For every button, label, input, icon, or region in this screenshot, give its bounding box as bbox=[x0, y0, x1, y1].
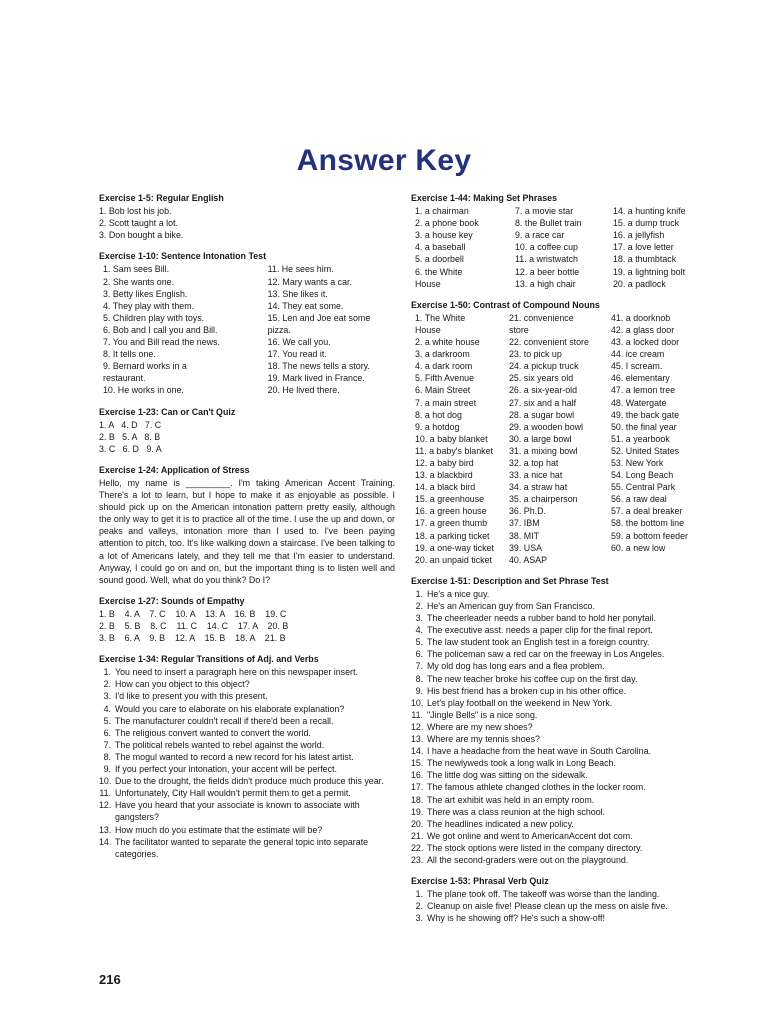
exercise-heading: Exercise 1-24: Application of Stress bbox=[99, 464, 250, 475]
item-number: 1. bbox=[415, 889, 423, 900]
item-number: 2. bbox=[103, 679, 111, 690]
list-item: 14. a hunting knife bbox=[613, 206, 686, 217]
paragraph: Hello, my name is _________. I'm taking American Accent Training. There's a lot to learn, but I hope to make it as enjoyable as possible. I should pick up on the American intonation pattern pretty easily, although the only way to get it is to practice all of the time. I use the up and down, or peaks and valleys, intonation more than I used to. I've been paying attention to pitch, too. It's like walking down a staircase. I've been talking to a lot of Americans lately, and they tell me that I'm easier to understand. Anyway, I could go on and on, but the important thing is to listen well and sound good. Well, what do you think? Do I? bbox=[99, 477, 395, 585]
item-text: Where are my new shoes? bbox=[427, 721, 533, 732]
exercise-1-51 bbox=[411, 575, 711, 866]
item-number: 18. bbox=[411, 794, 424, 805]
answer-grid bbox=[99, 608, 395, 644]
item-number: 11. bbox=[411, 709, 423, 720]
item-text: Why is he showing off? He's such a show-off! bbox=[427, 913, 605, 924]
item-text: My old dog has long ears and a flea problem. bbox=[427, 661, 605, 672]
numbered-list bbox=[99, 666, 395, 860]
item-number: 20. bbox=[411, 818, 424, 829]
exercise-heading: Exercise 1-34: Regular Transitions of Adj. and Verbs bbox=[99, 654, 319, 665]
item-number: 13. bbox=[99, 824, 112, 835]
list-item bbox=[99, 824, 395, 836]
exercise-1-44 bbox=[411, 192, 711, 290]
list-item: 38. MIT bbox=[509, 530, 540, 541]
list-item: 47. a lemon tree bbox=[611, 385, 676, 396]
list-item: 2. She wants one. bbox=[103, 276, 175, 287]
list-item: 12. a beer bottle bbox=[515, 266, 580, 277]
exercise-1-27 bbox=[99, 595, 395, 644]
item-text: He's an American guy from San Francisco. bbox=[427, 601, 595, 611]
item-text: Due to the drought, the fields didn't produce much produce this year. bbox=[115, 776, 384, 787]
list-item: 5. a doorbell bbox=[415, 254, 464, 265]
list-item bbox=[99, 715, 395, 727]
list-item: 1. A 4. D 7. C bbox=[99, 419, 162, 430]
list-item: 2. B 5. A 8. B bbox=[99, 431, 161, 442]
list-item bbox=[411, 769, 711, 781]
item-text: You need to insert a paragraph here on this newspaper insert. bbox=[115, 667, 358, 678]
list-item bbox=[411, 709, 711, 721]
list-item: 3. a house key bbox=[415, 230, 473, 241]
list-item bbox=[99, 678, 395, 690]
item-number: 6. bbox=[103, 727, 111, 738]
page-number: 216 bbox=[99, 972, 121, 987]
item-text: The law student took an English test in a foreign country. bbox=[427, 637, 650, 648]
list-item: 3. a darkroom bbox=[415, 349, 470, 360]
item-number: 21. bbox=[411, 830, 424, 841]
list-item bbox=[411, 648, 711, 660]
list-item: 43. a locked door bbox=[611, 337, 680, 348]
item-text: His best friend has a broken cup in his other office. bbox=[427, 685, 627, 696]
list-col-1 bbox=[411, 312, 509, 566]
item-number: 8. bbox=[103, 751, 111, 762]
list-item: 1. Sam sees Bill. bbox=[103, 264, 170, 275]
exercise-heading: Exercise 1-10: Sentence Intonation Test bbox=[99, 251, 267, 262]
list-item: 8. a hot dog bbox=[415, 409, 462, 420]
list-col-1 bbox=[411, 205, 515, 290]
list-item: 37. IBM bbox=[509, 518, 540, 529]
list-item: 41. a doorknob bbox=[611, 312, 671, 323]
answer-grid bbox=[99, 419, 395, 455]
list-item: 35. a chairperson bbox=[509, 494, 578, 505]
list-item: 18. a thumbtack bbox=[613, 254, 677, 265]
list-item: 16. a jellyfish bbox=[613, 230, 665, 241]
list-item bbox=[411, 624, 711, 636]
item-number: 4. bbox=[103, 703, 111, 714]
list-item: 3. C 6. D 9. A bbox=[99, 443, 162, 454]
item-number: 9. bbox=[415, 685, 423, 696]
list-item: 10. a baby blanket bbox=[415, 433, 488, 444]
item-text: The little dog was sitting on the sidewalk. bbox=[427, 770, 588, 781]
list-item bbox=[99, 690, 395, 702]
list-item: 22. convenient store bbox=[509, 337, 589, 348]
item-text: The manufacturer couldn't recall if there'd been a recall. bbox=[115, 715, 334, 726]
item-number: 5. bbox=[415, 637, 423, 648]
item-text: Let's play football on the weekend in New York. bbox=[427, 697, 613, 708]
list-item bbox=[411, 636, 711, 648]
list-item: 13. She likes it. bbox=[267, 288, 328, 299]
item-text: The stock options were listed in the company directory. bbox=[427, 842, 643, 853]
list-item: 11. a wristwatch bbox=[515, 254, 578, 265]
list-item: 9. a race car bbox=[515, 230, 565, 241]
item-text: How can you object to this object? bbox=[115, 679, 250, 690]
item-number: 7. bbox=[415, 661, 423, 672]
list-item: 1. Bob lost his job. bbox=[99, 206, 172, 217]
exercise-heading: Exercise 1-53: Phrasal Verb Quiz bbox=[411, 876, 549, 887]
item-number: 6. bbox=[415, 649, 423, 660]
list-item: 2. a white house bbox=[415, 337, 480, 348]
page-title: Answer Key bbox=[296, 144, 472, 177]
list-item: 19. a lightning bolt bbox=[613, 266, 686, 277]
item-number: 14. bbox=[99, 836, 112, 847]
list-item: House bbox=[415, 324, 441, 335]
list-item: 14. They eat some. bbox=[267, 300, 344, 311]
list-item: 2. a phone book bbox=[415, 218, 479, 229]
list-item: House bbox=[415, 278, 441, 289]
list-item: 17. a green thumb bbox=[415, 518, 488, 529]
list-item: 16. a green house bbox=[415, 506, 487, 517]
list-item: 1. a chairman bbox=[415, 206, 469, 217]
item-number: 14. bbox=[411, 746, 424, 757]
list-item: 39. USA bbox=[509, 542, 543, 553]
exercise-1-34 bbox=[99, 653, 395, 860]
list-item bbox=[411, 842, 711, 854]
list-item: 20. an unpaid ticket bbox=[415, 554, 492, 565]
item-number: 4. bbox=[415, 625, 423, 636]
exercise-1-50 bbox=[411, 299, 711, 566]
item-number: 3. bbox=[103, 691, 111, 702]
list-item: 4. They play with them. bbox=[103, 300, 195, 311]
item-text: Where are my tennis shoes? bbox=[427, 734, 540, 745]
list-item bbox=[411, 757, 711, 769]
item-number: 23. bbox=[411, 854, 424, 865]
list-item: 45. I scream. bbox=[611, 361, 663, 372]
list-item: store bbox=[509, 324, 529, 335]
list-item: 21. convenience bbox=[509, 312, 574, 323]
list-item: 60. a new low bbox=[611, 542, 666, 553]
list-item bbox=[99, 799, 395, 823]
list-item: 7. You and Bill read the news. bbox=[103, 337, 220, 348]
list-item bbox=[411, 912, 711, 924]
list-item: 48. Watergate bbox=[611, 397, 667, 408]
list-item: 5. Fifth Avenue bbox=[415, 373, 475, 384]
list-item: 59. a bottom feeder bbox=[611, 530, 688, 541]
list-item: 9. Bernard works in a bbox=[103, 361, 187, 372]
list-item: 51. a yearbook bbox=[611, 433, 670, 444]
list-item: 12. Mary wants a car. bbox=[267, 276, 352, 287]
list-item: 40. ASAP bbox=[509, 554, 547, 565]
list-item bbox=[411, 673, 711, 685]
list-item: 23. to pick up bbox=[509, 349, 562, 360]
list-item: 12. a baby bird bbox=[415, 457, 474, 468]
list-item: 19. Mark lived in France. bbox=[267, 373, 365, 384]
item-number: 13. bbox=[411, 734, 424, 745]
list-item: 27. six and a half bbox=[509, 397, 577, 408]
exercise-1-23 bbox=[99, 406, 395, 455]
list-item: 46. elementary bbox=[611, 373, 670, 384]
item-text: The political rebels wanted to rebel against the world. bbox=[115, 739, 325, 750]
list-item bbox=[99, 666, 395, 678]
item-number: 15. bbox=[411, 758, 424, 769]
list-item: 53. New York bbox=[611, 457, 664, 468]
item-number: 19. bbox=[411, 806, 424, 817]
numbered-list bbox=[411, 888, 711, 924]
exercise-heading: Exercise 1-27: Sounds of Empathy bbox=[99, 595, 245, 606]
item-text: How much do you estimate that the estimate will be? bbox=[115, 824, 323, 835]
item-text: The policeman saw a red car on the freeway in Los Angeles. bbox=[427, 649, 665, 660]
list-item: 58. the bottom line bbox=[611, 518, 685, 529]
list-item: 52. United States bbox=[611, 445, 680, 456]
item-number: 12. bbox=[99, 800, 112, 811]
item-number: 8. bbox=[415, 673, 423, 684]
item-text: The facilitator wanted to separate the general topic into separate categories. bbox=[115, 836, 369, 859]
item-number: 7. bbox=[103, 739, 111, 750]
list-item bbox=[411, 745, 711, 757]
item-number: 3. bbox=[415, 613, 423, 624]
list-item bbox=[411, 818, 711, 830]
list-item: 13. a high chair bbox=[515, 278, 576, 289]
two-col-list bbox=[99, 263, 395, 396]
item-text: The executive asst. needs a paper clip for the final report. bbox=[427, 625, 653, 636]
list-item: 6. the White bbox=[415, 266, 463, 277]
list-right bbox=[268, 263, 395, 396]
item-number: 22. bbox=[411, 842, 424, 853]
three-col-list bbox=[411, 205, 711, 290]
list-item: 6. Main Street bbox=[415, 385, 471, 396]
right-column bbox=[411, 192, 711, 933]
item-text: The plane took off. The takeoff was worse than the landing. bbox=[427, 889, 660, 900]
list-left bbox=[99, 263, 268, 396]
list-item: 26. a six-year-old bbox=[509, 385, 578, 396]
list-item: 5. Children play with toys. bbox=[103, 312, 205, 323]
exercise-1-10 bbox=[99, 250, 395, 396]
list-item: restaurant. bbox=[103, 373, 146, 384]
item-number: 3. bbox=[415, 913, 423, 924]
list-item: 18. a parking ticket bbox=[415, 530, 490, 541]
exercise-1-24 bbox=[99, 464, 395, 586]
list-item: 28. a sugar bowl bbox=[509, 409, 575, 420]
left-column bbox=[99, 192, 395, 869]
list-item: 8. It tells one. bbox=[103, 349, 156, 360]
list-item: 31. a mixing bowl bbox=[509, 445, 578, 456]
item-text: Have you heard that your associate is known to associate with gangsters? bbox=[115, 800, 360, 823]
list-item: 19. a one-way ticket bbox=[415, 542, 494, 553]
exercise-heading: Exercise 1-5: Regular English bbox=[99, 193, 224, 203]
list-item: 11. a baby's blanket bbox=[415, 445, 494, 456]
item-text: He's a nice guy. bbox=[427, 588, 490, 599]
list-item bbox=[411, 854, 711, 866]
list-item: 7. a movie star bbox=[515, 206, 574, 217]
list-item bbox=[411, 721, 711, 733]
list-col-2 bbox=[515, 205, 613, 290]
list-item: 30. a large bowl bbox=[509, 433, 572, 444]
item-number: 5. bbox=[103, 715, 111, 726]
list-item bbox=[411, 900, 711, 912]
list-item: 34. a straw hat bbox=[509, 482, 568, 493]
list-item bbox=[411, 660, 711, 672]
list-item: 25. six years old bbox=[509, 373, 574, 384]
list-item bbox=[411, 697, 711, 709]
list-item: 9. a hotdog bbox=[415, 421, 460, 432]
three-col-list bbox=[411, 312, 711, 566]
list-item: 29. a wooden bowl bbox=[509, 421, 584, 432]
list-item bbox=[411, 733, 711, 745]
item-text: Unfortunately, City Hall wouldn't permit them to get a permit. bbox=[115, 788, 351, 799]
exercise-heading: Exercise 1-23: Can or Can't Quiz bbox=[99, 406, 236, 417]
item-number: 1. bbox=[103, 667, 111, 678]
list-item bbox=[99, 787, 395, 799]
list-item: 56. a raw deal bbox=[611, 494, 667, 505]
list-item: 10. a coffee cup bbox=[515, 242, 578, 253]
numbered-list bbox=[411, 588, 711, 866]
list-item bbox=[99, 836, 395, 860]
list-item: 3. Don bought a bike. bbox=[99, 230, 184, 241]
list-item: 14. a black bird bbox=[415, 482, 476, 493]
list-item: pizza. bbox=[267, 324, 291, 335]
list-item: 11. He sees him. bbox=[267, 264, 334, 275]
list-item bbox=[99, 775, 395, 787]
item-text: The newlyweds took a long walk in Long Beach. bbox=[427, 758, 616, 769]
list-item: 7. a main street bbox=[415, 397, 477, 408]
list-item: 4. a dark room bbox=[415, 361, 473, 372]
item-text: The mogul wanted to record a new record for his latest artist. bbox=[115, 751, 354, 762]
item-text: I have a headache from the heat wave in South Carolina. bbox=[427, 746, 651, 757]
list-item: 1. The White bbox=[415, 312, 466, 323]
item-text: We got online and went to AmericanAccent dot com. bbox=[427, 830, 633, 841]
item-text: Would you care to elaborate on his elaborate explanation? bbox=[115, 703, 345, 714]
item-number: 16. bbox=[411, 770, 424, 781]
item-text: The headlines indicated a new policy. bbox=[427, 818, 574, 829]
item-text: The art exhibit was held in an empty room. bbox=[427, 794, 595, 805]
list-item: 49. the back gate bbox=[611, 409, 680, 420]
list-col-2 bbox=[509, 312, 611, 566]
exercise-heading: Exercise 1-51: Description and Set Phrase Test bbox=[411, 575, 609, 586]
exercise-1-53 bbox=[411, 875, 711, 924]
list-item: 55. Central Park bbox=[611, 482, 676, 493]
item-text: Cleanup on aisle five! Please clean up the mess on aisle five. bbox=[427, 901, 668, 912]
list-item bbox=[99, 727, 395, 739]
list-item: 13. a blackbird bbox=[415, 470, 473, 481]
list-item: 42. a glass door bbox=[611, 324, 675, 335]
list-item: 2. Scott taught a lot. bbox=[99, 218, 178, 229]
list-item bbox=[411, 794, 711, 806]
list-item bbox=[99, 739, 395, 751]
list-item bbox=[411, 888, 711, 900]
item-text: The new teacher broke his coffee cup on the first day. bbox=[427, 673, 638, 684]
list-item: 3. B 6. A 9. B 12. A 15. B 18. A 21. B bbox=[99, 633, 286, 644]
list-item bbox=[411, 612, 711, 624]
list bbox=[99, 205, 395, 241]
list-item bbox=[411, 600, 711, 612]
item-text: The cheerleader needs a rubber band to hold her ponytail. bbox=[427, 613, 656, 624]
list-item: 20. He lived there. bbox=[267, 385, 340, 396]
item-number: 9. bbox=[103, 764, 111, 775]
item-number: 1. bbox=[415, 588, 423, 599]
list-item: 15. Len and Joe eat some bbox=[267, 312, 371, 323]
list-col-3 bbox=[611, 312, 711, 566]
list-col-3 bbox=[613, 205, 711, 290]
list-item bbox=[411, 685, 711, 697]
list-item: 44. ice cream bbox=[611, 349, 665, 360]
item-text: If you perfect your intonation, your accent will be perfect. bbox=[115, 764, 337, 775]
item-number: 10. bbox=[99, 776, 112, 787]
list-item bbox=[99, 703, 395, 715]
exercise-1-5 bbox=[99, 192, 395, 241]
list-item: 16. We call you. bbox=[267, 337, 331, 348]
item-text: There was a class reunion at the high school. bbox=[427, 806, 606, 817]
list-item: 4. a baseball bbox=[415, 242, 466, 253]
list-item: 36. Ph.D. bbox=[509, 506, 546, 517]
list-item: 6. Bob and I call you and Bill. bbox=[103, 324, 218, 335]
item-number: 12. bbox=[411, 721, 424, 732]
exercise-heading: Exercise 1-44: Making Set Phrases bbox=[411, 193, 558, 203]
item-text: The religious convert wanted to convert the world. bbox=[115, 727, 311, 738]
list-item bbox=[411, 781, 711, 793]
exercise-heading: Exercise 1-50: Contrast of Compound Nouns bbox=[411, 299, 600, 310]
list-item: 15. a dump truck bbox=[613, 218, 680, 229]
list-item bbox=[411, 806, 711, 818]
item-text: "Jingle Bells" is a nice song. bbox=[427, 709, 538, 720]
item-number: 17. bbox=[411, 782, 424, 793]
list-item: 10. He works in one. bbox=[103, 385, 184, 396]
item-number: 11. bbox=[99, 788, 111, 799]
item-number: 2. bbox=[415, 601, 423, 611]
item-number: 10. bbox=[411, 697, 424, 708]
list-item: 50. the final year bbox=[611, 421, 677, 432]
list-item: 18. The news tells a story. bbox=[267, 361, 370, 372]
list-item bbox=[411, 830, 711, 842]
list-item bbox=[411, 588, 711, 600]
item-number: 2. bbox=[415, 901, 423, 912]
list-item bbox=[99, 763, 395, 775]
list-item: 32. a top hat bbox=[509, 457, 559, 468]
list-item: 3. Betty likes English. bbox=[103, 288, 188, 299]
list-item: 24. a pickup truck bbox=[509, 361, 579, 372]
item-text: All the second-graders were out on the playground. bbox=[427, 854, 629, 865]
list-item: 17. a love letter bbox=[613, 242, 674, 253]
list-item: 15. a greenhouse bbox=[415, 494, 485, 505]
list-item: 17. You read it. bbox=[267, 349, 327, 360]
list-item: 54. Long Beach bbox=[611, 470, 674, 481]
list-item: 8. the Bullet train bbox=[515, 218, 582, 229]
list-item: 33. a nice hat bbox=[509, 470, 563, 481]
item-text: The famous athlete changed clothes in the locker room. bbox=[427, 782, 646, 793]
list-item: 1. B 4. A 7. C 10. A 13. A 16. B 19. C bbox=[99, 608, 287, 619]
item-text: I'd like to present you with this present. bbox=[115, 691, 268, 702]
list-item: 2. B 5. B 8. C 11. C 14. C 17. A 20. B bbox=[99, 621, 289, 631]
list-item bbox=[99, 751, 395, 763]
list-item: 20. a padlock bbox=[613, 278, 666, 289]
list-item: 57. a deal breaker bbox=[611, 506, 683, 517]
